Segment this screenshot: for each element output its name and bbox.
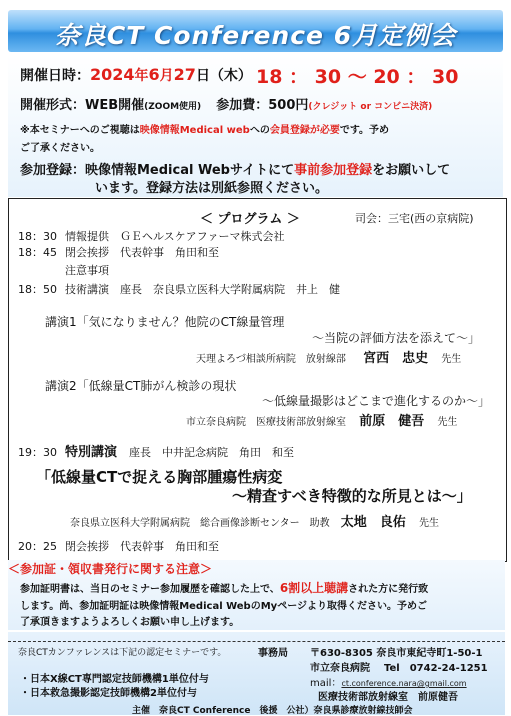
row-time: 19：30 bbox=[18, 446, 57, 459]
footer-divider bbox=[8, 641, 505, 642]
notice-site-name: 映像情報Medical web bbox=[139, 125, 250, 136]
lecture2-title-line2: 〜低線量撮影はどこまで進化するのか〜」 bbox=[262, 394, 491, 408]
speaker-honorific: 先生 bbox=[437, 417, 458, 428]
certificate-text-c: された方に発行致 bbox=[348, 584, 429, 595]
datetime-label: 開催日時： bbox=[20, 68, 90, 84]
credit-item-2: ・日本救急撮影認定技師機構2単位付与 bbox=[20, 688, 197, 699]
fee-value: 500円 bbox=[268, 98, 309, 113]
office-mail-line bbox=[310, 674, 467, 689]
certificate-text-a: 参加証明書は、当日のセミナー参加履歴を確認した上で、 bbox=[20, 584, 280, 595]
program-row bbox=[18, 540, 219, 554]
special-lecture-chair: 座長 中井記念病院 角田 和至 bbox=[129, 446, 295, 459]
row-text: 閉会挨拶 代表幹事 角田和至 bbox=[65, 540, 219, 553]
lecture1-title-line2: 〜当院の評価方法を添えて〜」 bbox=[312, 331, 481, 345]
office-hospital: 市立奈良病院 bbox=[310, 663, 370, 674]
program-row bbox=[18, 230, 284, 244]
office-hospital-line bbox=[310, 659, 488, 674]
certificate-line1 bbox=[20, 579, 428, 596]
program-heading: ＜ プログラム ＞ bbox=[200, 212, 300, 227]
speaker-honorific: 先生 bbox=[419, 518, 439, 529]
row-text: 閉会挨拶 代表幹事 角田和至 bbox=[65, 246, 219, 259]
notice-text-a: ※本セミナーへのご視聴は bbox=[20, 125, 140, 136]
notice-text-c: への bbox=[249, 125, 270, 136]
program-chair: 司会：三宅(西の京病院) bbox=[355, 212, 474, 225]
registration-highlight: 事前参加登録 bbox=[294, 163, 373, 178]
event-month-suffix: 月 bbox=[159, 68, 174, 84]
event-year-suffix: 年 bbox=[134, 68, 149, 84]
office-address: 〒630-8305 奈良市東紀寺町1-50-1 bbox=[310, 648, 483, 659]
special-speaker-line bbox=[70, 511, 439, 530]
program-row bbox=[18, 246, 219, 260]
office-mail-link[interactable]: ct.conference.nara@gmail.com bbox=[341, 679, 467, 688]
speaker-affiliation: 天理よろづ相談所病院 放射線部 bbox=[196, 354, 346, 365]
page-title: 奈良CT Conference 6月定例会 bbox=[54, 21, 457, 50]
format-note: (ZOOM使用) bbox=[144, 102, 202, 112]
row-time: 18：50 bbox=[18, 283, 57, 296]
speaker-affiliation: 市立奈良病院 医療技術部放射線室 bbox=[186, 417, 346, 428]
event-day: 27 bbox=[173, 65, 196, 84]
office-tel: Tel 0742-24-1251 bbox=[384, 663, 488, 674]
registration-line2: います。登録方法は別紙参照ください。 bbox=[95, 181, 328, 196]
title-banner bbox=[8, 10, 503, 52]
event-day-suffix: 日（木） bbox=[195, 68, 252, 84]
special-lecture-row bbox=[18, 441, 294, 460]
certificate-heading: ＜参加証・領収書発行に関する注意＞ bbox=[8, 562, 213, 576]
row-text: 情報提供 ＧＥヘルスケアファーマ株式会社 bbox=[65, 230, 285, 243]
registration-text-a: 参加登録：映像情報Medical Webサイトにて bbox=[20, 163, 295, 178]
footer-note: 奈良CTカンファレンスは下記の認定セミナーです。 bbox=[18, 648, 227, 658]
special-lecture-label: 特別講演 bbox=[65, 445, 118, 460]
special-title-line2: 〜精査すべき特徴的な所見とは〜」 bbox=[232, 487, 472, 505]
special-title-line1: 「低線量CTで捉える胸部腫瘍性病変 bbox=[36, 468, 283, 486]
notes-item: 注意事項 bbox=[65, 264, 109, 277]
row-time: 18：45 bbox=[18, 246, 57, 259]
lecture2-speaker-line bbox=[186, 410, 457, 429]
membership-notice bbox=[20, 124, 389, 138]
lecture1-speaker-line bbox=[196, 347, 461, 366]
speaker-name: 前原 健吾 bbox=[359, 414, 425, 429]
certificate-line3: 了承頂きますようよろしくお願い申し上げます。 bbox=[20, 617, 240, 628]
notice-text-e: です。予め bbox=[339, 125, 390, 136]
format-label: 開催形式： bbox=[20, 98, 86, 113]
notice-required: 会員登録が必要 bbox=[269, 125, 340, 136]
event-datetime bbox=[20, 65, 252, 85]
credit-item-1: ・日本X線CT専門認定技師機構1単位付与 bbox=[20, 674, 209, 685]
office-label: 事務局 bbox=[258, 648, 288, 659]
fee-label: 参加費： bbox=[216, 98, 269, 113]
format-value: WEB開催 bbox=[85, 98, 145, 113]
event-time: 18 ： 30 〜 20 ： 30 bbox=[256, 66, 459, 88]
speaker-honorific: 先生 bbox=[441, 354, 462, 365]
program-row bbox=[18, 283, 340, 297]
registration-text-c: をお願いして bbox=[372, 163, 451, 178]
event-format bbox=[20, 94, 432, 113]
row-text: 技術講演 座長 奈良県立医科大学附属病院 井上 健 bbox=[65, 283, 340, 296]
mail-label: mail： bbox=[310, 678, 342, 689]
row-time: 18：30 bbox=[18, 230, 57, 243]
certificate-line2: します。尚、参加証明証は映像情報Medical WebのMyページより取得ください。予めご bbox=[20, 601, 427, 612]
membership-notice-line2: ご了承ください。 bbox=[20, 143, 100, 154]
certificate-highlight: 6割以上聴講 bbox=[279, 581, 349, 595]
lecture2-title-line1: 講演2「低線量CT肺がん検診の現状 bbox=[45, 379, 237, 393]
row-time: 20：25 bbox=[18, 540, 57, 553]
event-month: 6 bbox=[148, 65, 160, 84]
speaker-affiliation: 奈良県立医科大学附属病院 総合画像診断センター 助教 bbox=[70, 518, 330, 529]
event-year: 2024 bbox=[90, 65, 135, 84]
registration-line1 bbox=[20, 159, 450, 178]
speaker-name: 太地 良佑 bbox=[340, 515, 406, 530]
lecture1-title-line1: 講演1「気になりません？他院のCT線量管理 bbox=[45, 315, 285, 329]
speaker-name: 宮西 忠史 bbox=[363, 351, 429, 366]
fee-note: (クレジット or コンビニ決済) bbox=[308, 102, 433, 112]
host-sponsor: 主催 奈良CT Conference 後援 公社）奈良県診療放射線技師会 bbox=[132, 706, 413, 716]
office-dept: 医療技術部放射線室 前原健吾 bbox=[318, 692, 458, 703]
